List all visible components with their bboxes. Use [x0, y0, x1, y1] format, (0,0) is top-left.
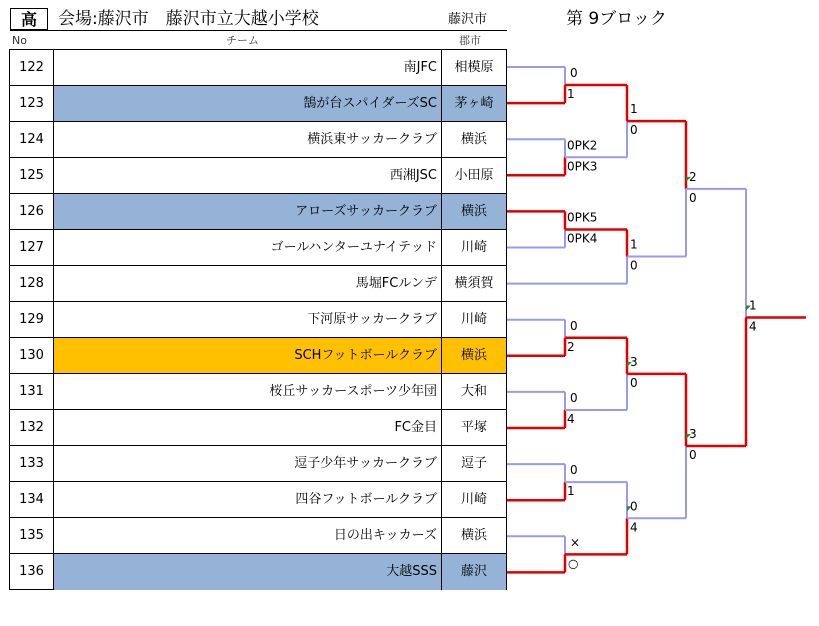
- team-city: 平塚: [460, 420, 487, 435]
- score-label: 0PK3: [567, 159, 598, 174]
- score-label: 1: [567, 484, 575, 499]
- team-name: 横浜東サッカークラブ: [54, 122, 442, 157]
- score-label: 1: [749, 298, 757, 313]
- team-number: 124: [10, 122, 54, 157]
- team-city: 横須賀: [454, 276, 494, 291]
- score-label: ×: [570, 535, 581, 550]
- block-title: 第 9ブロック: [566, 9, 667, 29]
- team-city: 川崎: [460, 492, 487, 507]
- score-label: ○: [568, 556, 579, 571]
- team-number: 133: [10, 446, 54, 481]
- score-label: 2: [689, 169, 697, 184]
- score-label: 0: [630, 499, 638, 514]
- team-number: 136: [10, 554, 54, 590]
- score-label: 1: [630, 102, 638, 117]
- team-city: 横浜: [442, 194, 506, 229]
- team-name: 南JFC: [54, 50, 442, 85]
- team-name: 逗子少年サッカークラブ: [54, 446, 442, 481]
- team-name: FC金目: [54, 410, 442, 445]
- team-city: 川崎: [460, 312, 487, 327]
- column-header-team: チーム: [226, 34, 259, 47]
- score-label: 0: [630, 258, 638, 273]
- venue-title: 会場:藤沢市 藤沢市立大越小学校: [58, 9, 319, 29]
- team-city: 横浜: [460, 132, 487, 147]
- team-city: 藤沢: [442, 554, 506, 590]
- team-city: 大和: [460, 384, 487, 399]
- team-name: 大越SSS: [54, 554, 442, 590]
- score-label: 0: [570, 66, 578, 81]
- team-number: 126: [10, 194, 54, 229]
- score-label: 0: [570, 390, 578, 405]
- team-city: 逗子: [460, 456, 487, 471]
- team-city: 横浜: [442, 338, 506, 373]
- score-label: 0: [630, 123, 638, 138]
- team-city: 小田原: [454, 168, 494, 183]
- team-name: 四谷フットボールクラブ: [54, 482, 442, 517]
- team-city: 相模原: [454, 60, 494, 75]
- team-name: 馬堀FCルンデ: [54, 266, 442, 301]
- team-name: SCHフットボールクラブ: [54, 338, 442, 373]
- score-label: 0PK5: [567, 210, 598, 225]
- team-number: 125: [10, 158, 54, 193]
- team-name: 鵠が台スパイダーズSC: [54, 86, 442, 121]
- score-label: 0: [570, 318, 578, 333]
- column-header-no: No: [12, 34, 27, 47]
- score-label: 4: [749, 319, 757, 334]
- team-name: ゴールハンターユナイテッド: [54, 230, 442, 265]
- score-label: 4: [630, 520, 638, 535]
- team-city: 茅ヶ崎: [442, 86, 506, 121]
- score-label: 1: [630, 237, 638, 252]
- team-number: 122: [10, 50, 54, 85]
- score-label: 3: [689, 427, 697, 442]
- level-badge: 高: [10, 8, 48, 30]
- score-label: 4: [567, 411, 575, 426]
- team-number: 131: [10, 374, 54, 409]
- host-city: 藤沢市: [448, 12, 488, 27]
- team-number: 127: [10, 230, 54, 265]
- team-name: 西湘JSC: [54, 158, 442, 193]
- score-label: 0: [570, 463, 578, 478]
- score-label: 0: [630, 375, 638, 390]
- score-label: 3: [630, 354, 638, 369]
- team-name: 下河原サッカークラブ: [54, 302, 442, 337]
- team-number: 123: [10, 86, 54, 121]
- score-label: 1: [567, 87, 575, 102]
- team-number: 129: [10, 302, 54, 337]
- team-name: 桜丘サッカースポーツ少年団: [54, 374, 442, 409]
- team-name: アローズサッカークラブ: [54, 194, 442, 229]
- score-label: 2: [567, 339, 575, 354]
- column-header-city: 郡市: [459, 34, 481, 47]
- team-city: 横浜: [460, 528, 487, 543]
- score-label: 0PK4: [567, 231, 598, 246]
- score-label: 0: [689, 190, 697, 205]
- team-number: 128: [10, 266, 54, 301]
- team-number: 132: [10, 410, 54, 445]
- team-number: 130: [10, 338, 54, 373]
- team-city: 川崎: [460, 240, 487, 255]
- team-number: 135: [10, 518, 54, 553]
- score-label: 0: [689, 448, 697, 463]
- team-number: 134: [10, 482, 54, 517]
- team-name: 日の出キッカーズ: [54, 518, 442, 553]
- score-label: 0PK2: [567, 138, 598, 153]
